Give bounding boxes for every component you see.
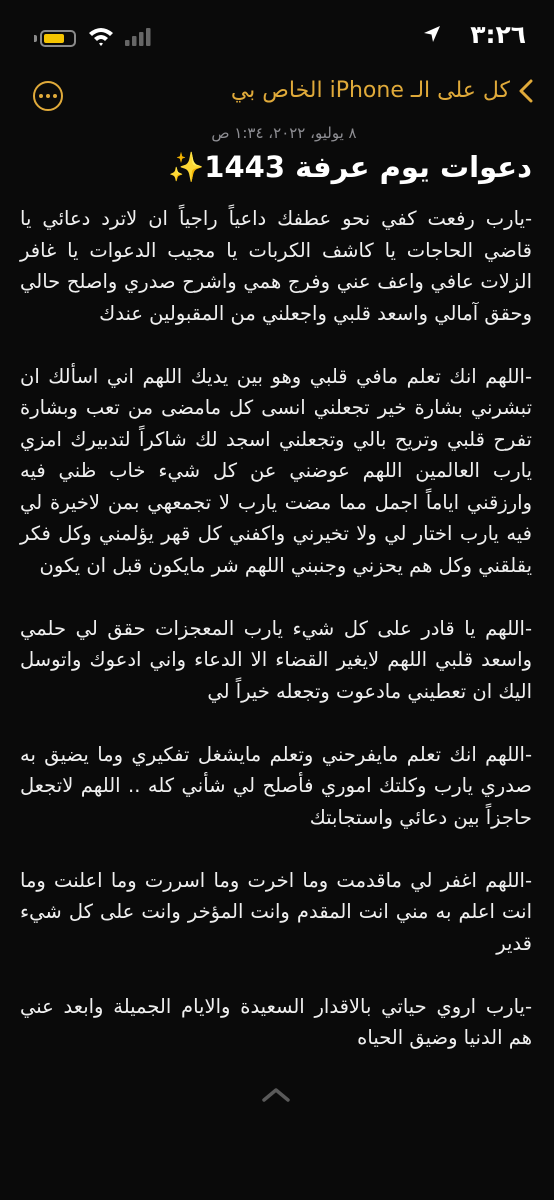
- chevron-left-icon: [518, 79, 534, 103]
- battery-icon: [40, 30, 76, 47]
- note-paragraph: -اللهم يا قادر على كل شيء يارب المعجزات حقق لي حلمي واسعد قلبي اللهم لايغير القضاء الا الدعاء واني ادعوك واتوسل اليك ان تعطيني مادعوت وتجعله خيراً لي: [20, 616, 532, 703]
- note-paragraph: -يارب رفعت كفي نحو عطفك داعياً راجياً ان لاترد دعائي يا قاضي الحاجات يا كاشف الكربات يا مجيب الدعوات يا غافر الزلات عافي واعف عني وفرج همي واشرح صدري واصلح حالي وحقق آمالي واسعد قلبي واجعلني من المقبولين عندك: [20, 207, 532, 325]
- ellipsis-dot: [39, 94, 43, 98]
- wifi-icon: [88, 26, 114, 46]
- more-options-button[interactable]: [33, 81, 63, 111]
- back-button[interactable]: [231, 78, 534, 103]
- note-date: ٨ يوليو، ٢٠٢٢، ١:٣٤ ص: [211, 124, 357, 142]
- battery-fill: [44, 34, 64, 43]
- chevron-up-icon[interactable]: [258, 1085, 294, 1105]
- note-paragraph: -اللهم انك تعلم مايفرحني وتعلم مايشغل تفكيري وما يضيق به صدري يارب وكلتك اموري فأصلح لي شأني كله .. اللهم لاتجعل حاجزاً بين دعائي واستجابتك: [20, 742, 532, 829]
- battery-cap: [34, 35, 37, 42]
- nav-bar: [0, 72, 554, 122]
- status-time: ٣:٢٦: [470, 20, 526, 49]
- note-paragraph: -اللهم انك تعلم مافي قلبي وهو بين يديك اللهم اني اسألك ان تبشرني بشارة خير تجعلني انسى كل مامضى من تعب وبشارة تفرح قلبي وتريح بالي وتجعلني اسجد لك شاكراً لتدبيرك امزي يارب العالمين اللهم عوضني عن كل شيء خاب ظني فيه وارزقني اياماً اجمل مما مضت يارب لا تجمعهي بمن لاخيرة لي فيه يارب اختار لي ولا تخيرني واكفني كل قهر يؤلمني وكل فكر يقلقني وكل هم يحزني وجنبني اللهم شر مايكون قبل ان يكون: [20, 364, 532, 577]
- note-body[interactable]: [20, 203, 532, 1085]
- ellipsis-dot: [53, 94, 57, 98]
- location-arrow-icon: [422, 24, 442, 44]
- status-bar: [0, 0, 554, 72]
- note-paragraph: -يارب اروي حياتي بالاقدار السعيدة والايام الجميلة وابعد عني هم الدنيا وضيق الحياه: [20, 994, 532, 1049]
- back-button-label: كل على الـ iPhone الخاص بي: [230, 78, 510, 103]
- cellular-signal-icon: [124, 28, 152, 46]
- note-paragraph: -اللهم اغفر لي ماقدمت وما اخرت وما اسررت وما اعلنت وما انت اعلم به مني انت المقدم وانت المؤخر وانت على كل شيء قدير: [20, 868, 532, 955]
- note-title[interactable]: دعوات يوم عرفة 1443✨: [168, 150, 532, 184]
- ellipsis-dot: [46, 94, 50, 98]
